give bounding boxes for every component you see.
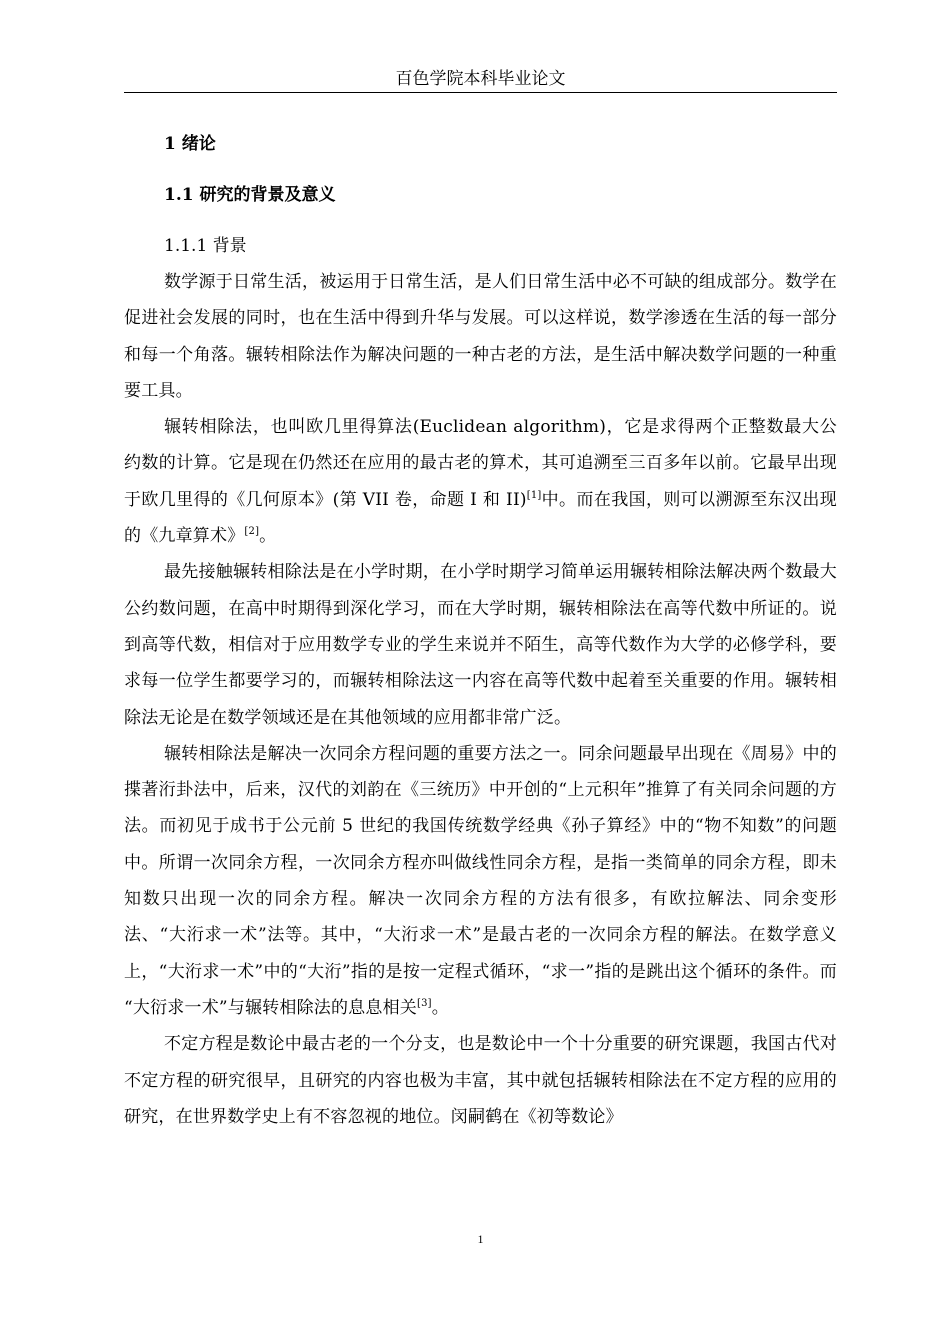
page-body (124, 126, 837, 1135)
paragraph-5-text: 不定方程是数论中最古老的一个分支，也是数论中一个十分重要的研究课题，我国古代对不定方程的研究很早，且研究的内容也极为丰富，其中就包括辗转相除法在不定方程的应用的研究，在世界数学史上有不容忽视的地位。闵嗣鹤在《初等数论》 (124, 1034, 837, 1127)
section-heading: 1.1 研究的背景及意义 (164, 185, 336, 205)
paragraph-2-text-a: 辗转相除法，也叫欧几里得算法(Euclidean algorithm)，它是求得两个正整数最大公约数的计算。它是现在仍然还在应用的最古老的算术，其可追溯至三百多年以前。它最早出现于欧几里得的《几何原本》(第 VII 卷，命题 I 和 II) (124, 417, 837, 510)
subsection-heading: 1.1.1 背景 (164, 236, 247, 256)
paragraph-2-text-c: 。 (259, 526, 277, 547)
page-number: 1 (477, 1232, 484, 1246)
paragraph-5 (124, 1026, 837, 1135)
paragraph-1-text: 数学源于日常生活，被运用于日常生活，是人们日常生活中必不可缺的组成部分。数学在促进社会发展的同时，也在生活中得到升华与发展。可以这样说，数学渗透在生活的每一部分和每一个角落。辗转相除法作为解决问题的一种古老的方法，是生活中解决数学问题的一种重要工具。 (124, 272, 837, 401)
running-header: 百色学院本科毕业论文 (395, 69, 566, 89)
chapter-heading: 1 绪论 (164, 134, 216, 154)
paragraph-4-text-a: 辗转相除法是解决一次同余方程问题的重要方法之一。同余问题最早出现在《周易》中的揲著洐卦法中，后来，汉代的刘韵在《三统历》中开创的“上元积年”推算了有关同余问题的方法。而初见于成书于公元前 5 世纪的我国传统数学经典《孙子算经》中的“物不知数”的问题中。所谓一次同余方程，一次同余方程亦叫做线性同余方程，是指一类简单的同余方程，即未知数只出现一次的同余方程。解决一次同余方程的方法有很多，有欧拉解法、同余变形法、“大洐求一术”法等。其中，“大洐求一术”是最古老的一次同余方程的解法。在数学意义上，“大洐求一术”中的“大洐”指的是按一定程式循环，“求一”指的是跳出这个循环的条件。而 “大衍求一术”与辗转相除法的息息相关 (124, 743, 837, 1018)
paragraph-3 (124, 554, 837, 735)
citation-1: [1] (526, 489, 542, 501)
paragraph-4 (124, 736, 837, 1026)
paragraph-3-text: 最先接触辗转相除法是在小学时期，在小学时期学习简单运用辗转相除法解决两个数最大公约数问题，在高中时期得到深化学习，而在大学时期，辗转相除法在高等代数中所证的。说到高等代数，相信对于应用数学专业的学生来说并不陌生，高等代数作为大学的必修学科，要求每一位学生都要学习的，而辗转相除法这一内容在高等代数中起着至关重要的作用。辗转相除法无论是在数学领域还是在其他领域的应用都非常广泛。 (124, 562, 837, 728)
paragraph-1 (124, 264, 837, 409)
citation-2: [2] (244, 526, 260, 538)
paragraph-4-text-b: 。 (431, 997, 449, 1018)
citation-3: [3] (416, 997, 432, 1009)
paragraph-2 (124, 409, 837, 554)
header-rule (124, 92, 837, 93)
paragraph-2-text-b: 中。而在我国，则可以溯源至东汉出现的《九章算术》 (124, 489, 837, 547)
